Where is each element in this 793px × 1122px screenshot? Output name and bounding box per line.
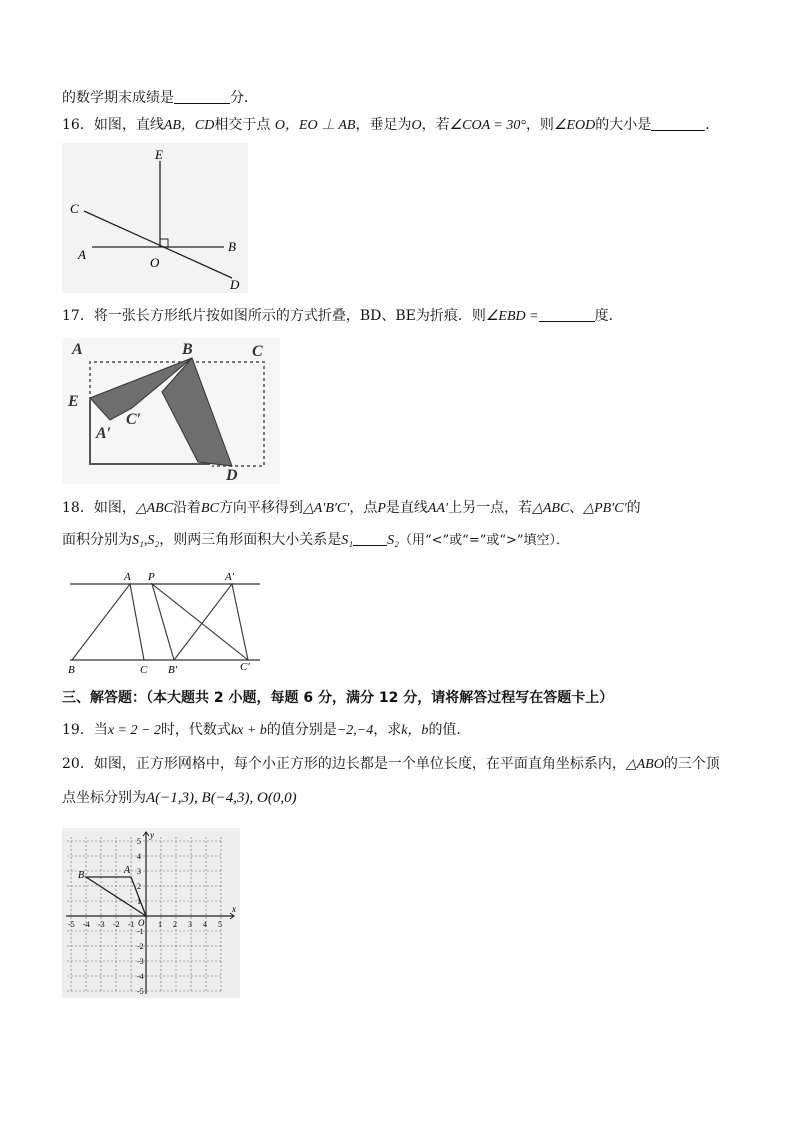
- q18-line2-b: ，则两三角形面积大小关系是: [159, 532, 342, 548]
- label-d: D: [226, 467, 238, 484]
- x-tick-label: -5: [68, 920, 75, 929]
- section-3-heading: 三、解答题：（本大题共 2 小题，每题 6 分，满分 12 分，请将解答过程写在答题卡上）: [62, 690, 614, 706]
- q18-figure: [62, 566, 268, 676]
- q18-tri3: △ABC: [532, 501, 570, 516]
- y-tick-label: 5: [137, 837, 141, 846]
- q18-text-d: ，点: [349, 500, 378, 516]
- q18-s2: S₂: [387, 533, 399, 548]
- q18-answer-blank[interactable]: [353, 531, 387, 546]
- x-tick-label: -4: [83, 920, 90, 929]
- label-b: B: [68, 664, 75, 676]
- q18-bc: BC: [201, 501, 219, 516]
- q19-text-c: 的值分别是: [266, 722, 337, 738]
- x-tick-label: -2: [113, 920, 120, 929]
- q20-line2: [62, 788, 297, 808]
- q19-text-b: 时，代数式: [160, 722, 231, 738]
- label-b: B: [182, 341, 193, 358]
- q20-line1: [62, 754, 720, 775]
- x-tick-label: 4: [203, 920, 207, 929]
- q17-number: 17．: [62, 308, 94, 324]
- label-p: P: [148, 571, 155, 583]
- x-tick-label: 3: [188, 920, 192, 929]
- x-tick-label: 5: [218, 920, 222, 929]
- q17-answer-blank[interactable]: [539, 307, 595, 322]
- q19-text-a: 当: [93, 722, 108, 738]
- q16-end: ．: [705, 117, 720, 133]
- q18-s1: S₁: [341, 533, 354, 548]
- q17-angle: ∠EBD =: [485, 309, 539, 324]
- q15-tail: [62, 88, 258, 108]
- q19-kb: k，b: [401, 723, 429, 738]
- q19-text-d: ，求: [373, 722, 402, 738]
- q17-figure: [62, 338, 280, 484]
- q19-cond: x = 2 − 2: [107, 723, 161, 738]
- q20-grid-figure: [62, 828, 240, 998]
- q17-suffix: 度．: [594, 308, 623, 324]
- q18-tri1: △ABC: [135, 501, 174, 516]
- label-c-prime: C′: [240, 661, 250, 673]
- q20-line2-a: 点坐标分别为: [62, 790, 146, 806]
- y-tick-label: -1: [137, 927, 144, 936]
- q18-text-a: 如图，: [93, 500, 136, 516]
- q16-text-c: ，垂足为: [355, 117, 412, 133]
- q18-text-g: 的: [626, 500, 641, 516]
- q18-tri4: △PB′C′: [583, 501, 627, 516]
- q18-aa: AA′: [427, 501, 449, 516]
- q20-tri: △ABO: [625, 757, 664, 772]
- q18-text-c: 方向平移得到: [218, 500, 303, 516]
- q18-p: P: [377, 501, 386, 516]
- q16-angle-ask: ∠EOD: [553, 118, 596, 133]
- q16-text: [62, 115, 719, 136]
- label-c: C: [70, 201, 79, 216]
- q16-lines: AB，CD: [163, 118, 215, 133]
- q16-text-b: 相交于点: [214, 117, 271, 133]
- triangle-a1b1c1: [174, 584, 248, 660]
- q18-text-f: 上另一点，若: [448, 500, 533, 516]
- x-tick-label: -3: [98, 920, 105, 929]
- q16-text-f: 的大小是: [595, 117, 652, 133]
- q17-figure-bg: [62, 338, 280, 484]
- label-c-prime: C′: [126, 411, 142, 428]
- q16-text-d: ，若: [421, 117, 450, 133]
- label-a: A: [78, 247, 86, 262]
- label-y-axis: y: [150, 830, 154, 840]
- label-c: C: [252, 343, 263, 360]
- q18-text-e: 是直线: [385, 500, 428, 516]
- x-tick-label: 1: [158, 920, 162, 929]
- label-d: D: [230, 277, 240, 292]
- q18-line1: [62, 498, 641, 519]
- q16-text-e: ，则: [525, 117, 554, 133]
- q20-number: 20．: [62, 756, 94, 772]
- y-tick-label: -5: [137, 987, 144, 996]
- q15-suffix: 分．: [230, 90, 258, 106]
- q19-text: [62, 720, 470, 741]
- y-tick-label: -2: [137, 942, 144, 951]
- q18-text-b: 沿着: [173, 500, 202, 516]
- label-a: A: [72, 341, 83, 358]
- q15-answer-blank[interactable]: [174, 89, 230, 104]
- label-b: B: [78, 870, 85, 881]
- q16-figure: [62, 143, 248, 293]
- q16-angle-given: ∠COA = 30°: [449, 118, 526, 133]
- q16-o2: O: [411, 118, 422, 133]
- q19-number: 19．: [62, 722, 94, 738]
- q16-text-a: 如图，直线: [93, 117, 164, 133]
- q18-sep: 、: [569, 500, 584, 516]
- q16-figure-bg: [62, 143, 248, 293]
- q18-number: 18．: [62, 500, 94, 516]
- label-o: O: [150, 255, 160, 270]
- label-e: E: [155, 147, 163, 162]
- label-b: B: [228, 239, 236, 254]
- y-tick-label: -4: [137, 972, 144, 981]
- q16-point-o: O，EO ⊥ AB: [274, 118, 356, 133]
- q16-number: 16．: [62, 117, 94, 133]
- label-b-prime: B′: [168, 664, 178, 676]
- q16-answer-blank[interactable]: [651, 116, 705, 131]
- label-x-axis: x: [232, 904, 236, 914]
- label-a: A: [124, 571, 131, 583]
- label-a-prime: A′: [225, 571, 235, 583]
- y-tick-label: -3: [137, 957, 144, 966]
- label-c: C: [140, 664, 148, 676]
- label-o: O: [138, 918, 145, 928]
- y-tick-label: 3: [137, 867, 141, 876]
- label-a: A: [124, 865, 131, 876]
- q15-tail-text: 的数学期末成绩是: [62, 90, 174, 106]
- label-a-prime: A′: [96, 425, 112, 442]
- q19-vals: −2,−4: [336, 723, 374, 738]
- label-e: E: [68, 393, 79, 410]
- triangle-pb1c1: [152, 584, 248, 660]
- q20-text-a: 如图，正方形网格中，每个小正方形的边长都是一个单位长度，在平面直角坐标系内，: [93, 756, 626, 772]
- x-tick-label: 2: [173, 920, 177, 929]
- q20-text-b: 的三个顶: [663, 756, 720, 772]
- q18-line2-c: （用“<”或“=”或“>”填空）．: [398, 533, 570, 548]
- y-tick-label: 2: [137, 882, 141, 891]
- x-tick-label: -1: [128, 920, 135, 929]
- q18-s1s2: S₁,S₂: [132, 533, 160, 548]
- q19-expr: kx + b: [230, 723, 267, 738]
- q18-line2-a: 面积分别为: [62, 532, 132, 548]
- q19-text-e: 的值．: [428, 722, 471, 738]
- q17-body: 将一张长方形纸片按如图所示的方式折叠，BD、BE为折痕．则: [93, 308, 486, 324]
- q18-line2: [62, 530, 569, 551]
- q20-coords: A(−1,3), B(−4,3), O(0,0): [146, 790, 297, 806]
- q18-tri2: △A′B′C′: [302, 501, 350, 516]
- y-tick-label: 1: [137, 897, 141, 906]
- y-tick-label: 4: [137, 852, 141, 861]
- triangle-abc: [72, 584, 144, 660]
- q17-text: [62, 306, 623, 327]
- q20-figure-bg: [62, 828, 240, 998]
